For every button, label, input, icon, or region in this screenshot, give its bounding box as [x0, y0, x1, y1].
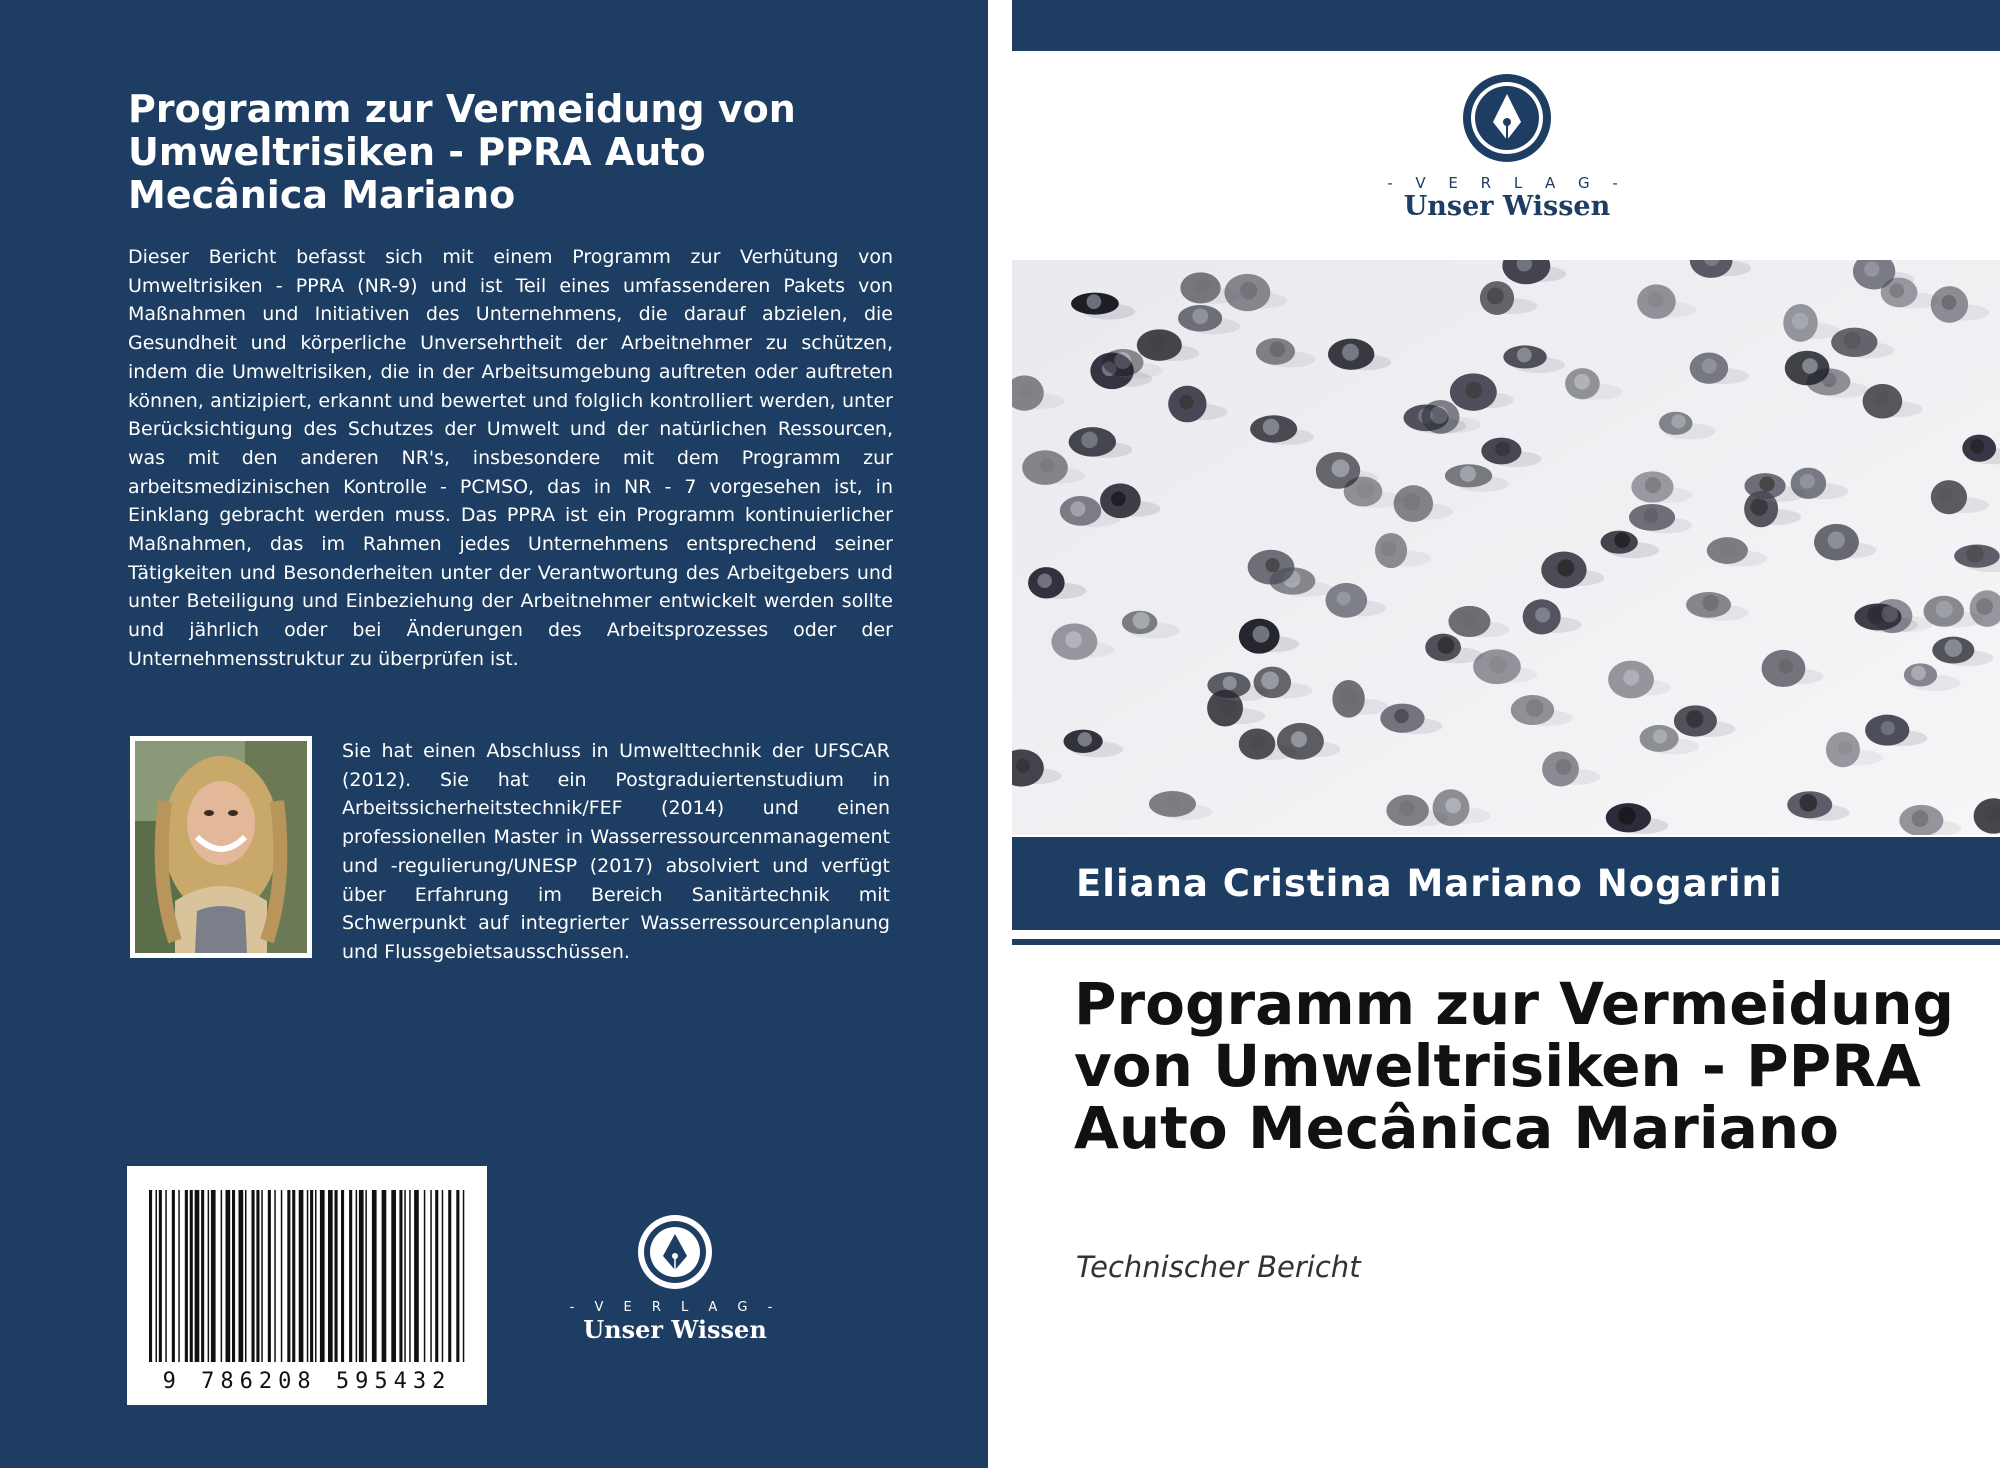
barcode-bar [149, 1190, 152, 1362]
spine [988, 0, 1012, 1468]
fountain-pen-nib-icon [1461, 72, 1553, 164]
barcode-bar [256, 1190, 259, 1362]
barcode-bar [287, 1190, 290, 1362]
barcode-bar [195, 1190, 200, 1362]
isbn-digits: 9 786208 595432 [162, 1369, 452, 1394]
barcode-bar [245, 1190, 247, 1362]
barcode-bar [172, 1190, 175, 1362]
barcode-bar [156, 1190, 158, 1362]
barcode-bar [341, 1190, 344, 1362]
barcode-bar [252, 1190, 255, 1362]
barcode-bar [268, 1190, 271, 1362]
author-name: Eliana Cristina Mariano Nogarini [1076, 862, 1783, 905]
barcode-bar [201, 1190, 204, 1362]
barcode-bar [315, 1190, 317, 1362]
barcode-bar [372, 1190, 377, 1362]
barcode-bar [391, 1190, 396, 1362]
barcode-bar [448, 1190, 451, 1362]
back-publisher-logo [560, 1212, 790, 1352]
fountain-pen-nib-icon [635, 1212, 715, 1292]
front-cover [1012, 0, 2000, 1468]
barcode-bar [299, 1190, 304, 1362]
barcode-bar [456, 1190, 459, 1362]
front-divider [1012, 939, 2000, 945]
barcode-bar [310, 1190, 313, 1362]
barcode-bar [178, 1190, 180, 1362]
barcode-bar [349, 1190, 352, 1362]
back-publisher-name: Unser Wissen [583, 1315, 767, 1344]
barcode-bar [307, 1190, 309, 1362]
back-cover-title: Programm zur Vermeidung von Umweltrisiken - PPRA Auto Mecânica Mariano [128, 87, 796, 217]
barcode-bar [211, 1190, 216, 1362]
barcode-bar [424, 1190, 426, 1362]
barcode-bar [232, 1190, 235, 1362]
front-publisher-name: Unser Wissen [1403, 191, 1611, 222]
front-publisher-logo [1362, 72, 1652, 232]
front-verlag-label: - V E R L A G - [1387, 174, 1627, 192]
front-cover-subtitle: Technischer Bericht [1076, 1250, 1361, 1284]
barcode-bar [335, 1190, 338, 1362]
barcode-bar [359, 1190, 364, 1362]
barcode-bar [221, 1190, 223, 1362]
barcode-bar [356, 1190, 358, 1362]
barcode-bar [165, 1190, 167, 1362]
barcode-bar [414, 1190, 419, 1362]
barcode-bar [274, 1190, 276, 1362]
back-verlag-label: - V E R L A G - [569, 1300, 781, 1315]
barcode-bar [430, 1190, 432, 1362]
barcode-bar [382, 1190, 387, 1362]
barcode-bar [159, 1190, 162, 1362]
barcode-bar [404, 1190, 406, 1362]
barcode-bar [261, 1190, 263, 1362]
barcode-bar [365, 1190, 367, 1362]
barcode-bar [399, 1190, 402, 1362]
barcode-bar [281, 1190, 283, 1362]
author-bio: Sie hat einen Abschluss in Umwelttechnik der UFSCAR (2012). Sie hat ein Postgraduiertenstudium in Arbeitssicherheitstechnik/FEF (2014) und einen professionellen Master in Wasserressourcenmanagement und -regulierung/UNESP (2017) absolviert und verfügt über Erfahrung im Bereich Sanitärtechnik mit Schwerpunkt auf integrierter Wasserressourcenplanung und Flussgebietsausschüssen. [342, 740, 890, 963]
barcode-bar [320, 1190, 325, 1362]
crowd-aerial-photo [1012, 260, 2000, 835]
author-photo [130, 736, 312, 958]
barcode-bar [208, 1190, 210, 1362]
barcode-bar [409, 1190, 411, 1362]
barcode-bar [190, 1190, 193, 1362]
front-top-bar [1012, 0, 2000, 51]
barcode-bar [463, 1190, 465, 1362]
barcode-bar [239, 1190, 244, 1362]
back-cover-blurb: Dieser Bericht befasst sich mit einem Programm zur Verhütung von Umweltrisiken - PPRA (NR-9) und ist Teil eines umfassenderen Pakets von Maßnahmen und Initiativen des Unternehmens, die darauf abzielen, die Gesundheit und körperliche Unversehrtheit der Arbeitnehmer zu schützen, indem die Umweltrisiken, die in der Arbeitsumgebung auftreten oder auftreten können, antizipiert, erkannt und bewertet und folglich kontrolliert werden, unter Berücksichtigung des Schutzes der Umwelt und der natürlichen Ressourcen, was mit den anderen NR's, insbesondere mit dem Programm zur arbeitsmedizinischen Kontrolle - PCMSO, das in NR - 7 vorgesehen ist, in Einklang gebracht werden muss. Das PPRA ist ein Programm kontinuierlicher Maßnahmen, das im Rahmen jedes Unternehmens entsprechend seiner Tätigkeiten und Besonderheiten unter der Verantwortung des Arbeitgebers und unter Beteiligung und Einbeziehung der Arbeitnehmer entwickelt werden sollte und jährlich oder bei Änderungen des Arbeitsprozesses oder der Unternehmensstruktur zu überprüfen ist. [128, 246, 893, 670]
barcode-bar [435, 1190, 438, 1362]
barcode-bar [328, 1190, 333, 1362]
barcode-bar [442, 1190, 444, 1362]
barcode-bar [292, 1190, 295, 1362]
front-cover-title: Programm zur Vermeidung von Umweltrisiken - PPRA Auto Mecânica Mariano [1074, 970, 1955, 1162]
isbn-barcode [127, 1166, 487, 1405]
back-cover [0, 0, 988, 1468]
author-banner [1012, 837, 2000, 930]
barcode-bar [185, 1190, 188, 1362]
barcode-bar [226, 1190, 231, 1362]
